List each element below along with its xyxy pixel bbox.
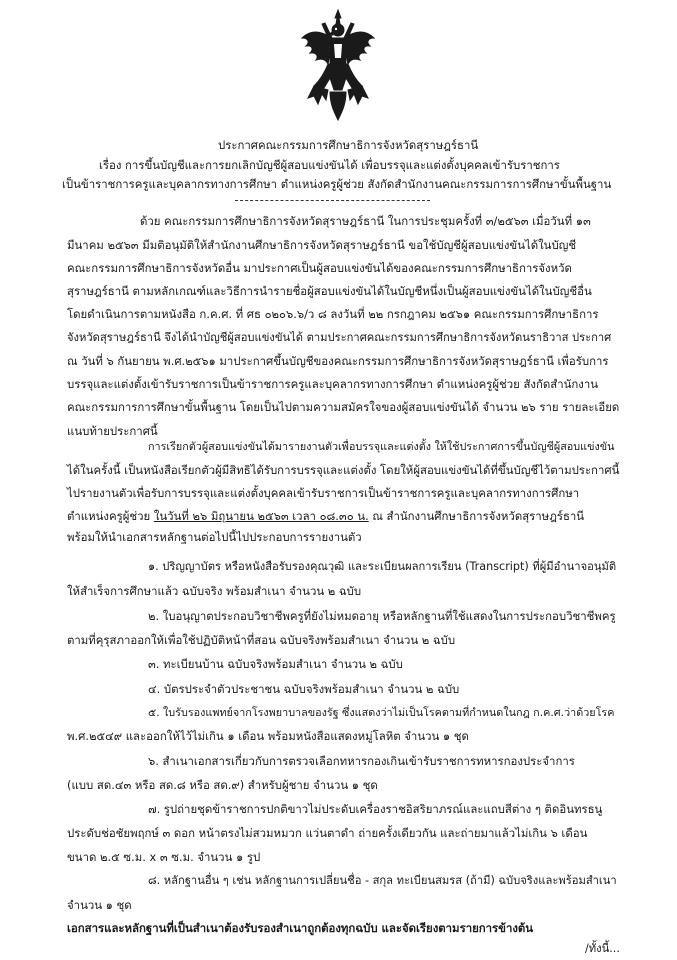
p1-line: จังหวัดสุราษฎร์ธานี จึงได้นำบัญชีผู้สอบแข่งขันได้ ตามประกาศคณะกรรมการศึกษาธิการจังหวัดนราธิวาส ประกาศ	[67, 331, 612, 344]
p1-line: คณะกรรมการศึกษาธิการจังหวัดอื่น มาประกาศเป็นผู้สอบแข่งขันได้ของคณะกรรมการศึกษาธิการจังหวัด	[67, 261, 572, 275]
list-item: ๖. สำเนาเอกสารเกี่ยวกับการตรวจเลือกทหารกองเกินเข้ารับราชการทหารกองประจำการ	[148, 754, 575, 768]
list-item: ๕. ใบรับรองแพทย์จากโรงพยาบาลของรัฐ ซึ่งแสดงว่าไม่เป็นโรคตามที่กำหนดในกฎ ก.ค.ศ.ว่าด้วยโรค	[148, 706, 615, 719]
list-item: จำนวน ๑ ชุด	[67, 898, 132, 912]
list-item: ตามที่คุรุสภาออกให้เพื่อใช้ปฏิบัติหน้าที่สอน ฉบับจริงพร้อมสำเนา จำนวน ๒ ฉบับ	[67, 633, 456, 647]
list-item: (แบบ สด.๔๓ หรือ สด.๘ หรือ สด.๙) สำหรับผู้ชาย จำนวน ๑ ชุด	[67, 778, 378, 792]
subject-line-1: เรื่อง การขึ้นบัญชีและการยกเลิกบัญชีผู้สอบแข่งขันได้ เพื่อบรรจุและแต่งตั้งบุคคลเข้ารับราชการ	[99, 158, 560, 172]
list-item: ให้สำเร็จการศึกษาแล้ว ฉบับจริง พร้อมสำเนา จำนวน ๒ ฉบับ	[67, 584, 362, 598]
list-item: ๔. บัตรประจำตัวประชาชน ฉบับจริงพร้อมสำเนา จำนวน ๒ ฉบับ	[148, 682, 460, 696]
p1-line: บรรจุและแต่งตั้งเข้ารับราชการเป็นข้าราชการครูและบุคลากรทางการศึกษา ตำแหน่งครูผู้ช่วย สังกัดสำนักงาน	[67, 377, 599, 391]
p1-line: ด้วย คณะกรรมการศึกษาธิการจังหวัดสุราษฎร์ธานี ในการประชุมครั้งที่ ๓/๒๕๖๓ เมื่อวันที่ ๑๓	[140, 214, 591, 228]
announcement-title: ประกาศคณะกรรมการศึกษาธิการจังหวัดสุราษฎร์ธานี	[218, 138, 479, 152]
p1-line: โดยดำเนินการตามหนังสือ ก.ค.ศ. ที่ ศธ ๐๒๐๖.๖/ว ๘ ลงวันที่ ๒๒ กรกฎาคม ๒๕๖๑ คณะกรรมการศึกษาธิการ	[67, 307, 599, 321]
list-item: ประดับช่อชัยพฤกษ์ ๓ ดอก หน้าตรงไม่สวมหมวก แว่นตาดำ ถ่ายครั้งเดียวกัน และถ่ายมาแล้วไม่เกิน ๖ เดือน	[67, 826, 588, 840]
list-item: ๒. ใบอนุญาตประกอบวิชาชีพครูที่ยังไม่หมดอายุ หรือหลักฐานที่ใช้แสดงในการประกอบวิชาชีพครู	[148, 609, 616, 623]
title-divider	[235, 200, 430, 201]
report-date: ในวันที่ ๒๖ มิถุนายน ๒๕๖๓ เวลา ๐๘.๓๐ น.	[153, 509, 369, 523]
document-note: เอกสารและหลักฐานที่เป็นสำเนาต้องรับรองสำเนาถูกต้องทุกฉบับ และจัดเรียงตามรายการข้างต้น	[67, 921, 534, 935]
list-item: ๗. รูปถ่ายชุดข้าราชการปกติขาวไม่ประดับเครื่องราชอิสริยาภรณ์และแถบสีต่าง ๆ ติดอินทรธนู	[148, 802, 603, 816]
p2-line: ได้ในครั้งนี้ เป็นหนังสือเรียกตัวผู้มีสิทธิได้รับการบรรจุและแต่งตั้ง โดยให้ผู้สอบแข่งขันได้ที่ขึ้นบัญชีไว้ตามประกาศนี้	[67, 463, 620, 477]
p2-line4-post: ณ สำนักงานศึกษาธิการจังหวัดสุราษฎร์ธานี	[368, 509, 585, 523]
p2-line: ไปรายงานตัวเพื่อรับการบรรจุและแต่งตั้งบุคคลเข้ารับราชการเป็นข้าราชการครูและบุคลากรทางการศึกษา	[67, 486, 580, 500]
p2-line: พร้อมให้นำเอกสารหลักฐานต่อไปนี้ไปประกอบการรายงานตัว	[67, 530, 362, 544]
p1-line: คณะกรรมการการศึกษาขั้นพื้นฐาน โดยเป็นไปตามความสมัครใจของผู้สอบแข่งขันได้ จำนวน ๒๖ ราย รายละเอียด	[67, 400, 620, 414]
p1-line: สุราษฎร์ธานี ตามหลักเกณฑ์และวิธีการนำรายชื่อผู้สอบแข่งขันได้ในบัญชีหนึ่งเป็นผู้สอบแข่งขันได้ในบัญชีอื่น	[67, 284, 592, 298]
page-continuation: /ทั้งนี้...	[585, 942, 620, 955]
p1-line: มีนาคม ๒๕๖๓ มีมติอนุมัติให้สำนักงานศึกษาธิการจังหวัดสุราษฎร์ธานี ขอใช้บัญชีผู้สอบแข่งขันได้ในบัญชี	[67, 238, 577, 252]
p1-line: ณ วันที่ ๖ กันยายน พ.ศ.๒๕๖๑ มาประกาศขึ้นบัญชีของคณะกรรมการศึกษาธิการจังหวัดสุราษฎร์ธานี เพื่อรับการ	[67, 354, 609, 368]
p2-line-date	[67, 509, 584, 523]
list-item: ๘. หลักฐานอื่น ๆ เช่น หลักฐานการเปลี่ยนชื่อ - สกุล ทะเบียนสมรส (ถ้ามี) ฉบับจริงและพร้อมสำเนา	[148, 874, 617, 887]
subject-line-2: เป็นข้าราชการครูและบุคลากรทางการศึกษา ตำแหน่งครูผู้ช่วย สังกัดสำนักงานคณะกรรมการการศึกษาขั้นพื้นฐาน	[62, 177, 612, 191]
list-item: พ.ศ.๒๕๔๙ และออกให้ไว้ไม่เกิน ๑ เดือน พร้อมหนังสือแสดงหมู่โลหิต จำนวน ๑ ชุด	[67, 729, 469, 743]
list-item: ขนาด ๒.๕ ซ.ม. x ๓ ซ.ม. จำนวน ๑ รูป	[67, 850, 261, 864]
p2-line: การเรียกตัวผู้สอบแข่งขันได้มารายงานตัวเพื่อบรรจุและแต่งตั้ง ให้ใช้ประกาศการขึ้นบัญชีผู้สอบแข่งขัน	[148, 440, 615, 453]
list-item: ๑. ปริญญาบัตร หรือหนังสือรับรองคุณวุฒิ และระเบียนผลการเรียน (Transcript) ที่ผู้มีอำนาจอนุมัติ	[148, 560, 617, 573]
garuda-emblem-icon	[300, 8, 376, 124]
p1-line: แนบท้ายประกาศนี้	[67, 424, 158, 438]
list-item: ๓. ทะเบียนบ้าน ฉบับจริงพร้อมสำเนา จำนวน ๒ ฉบับ	[148, 657, 403, 671]
p2-line4-pre: ตำแหน่งครูผู้ช่วย	[67, 509, 154, 523]
